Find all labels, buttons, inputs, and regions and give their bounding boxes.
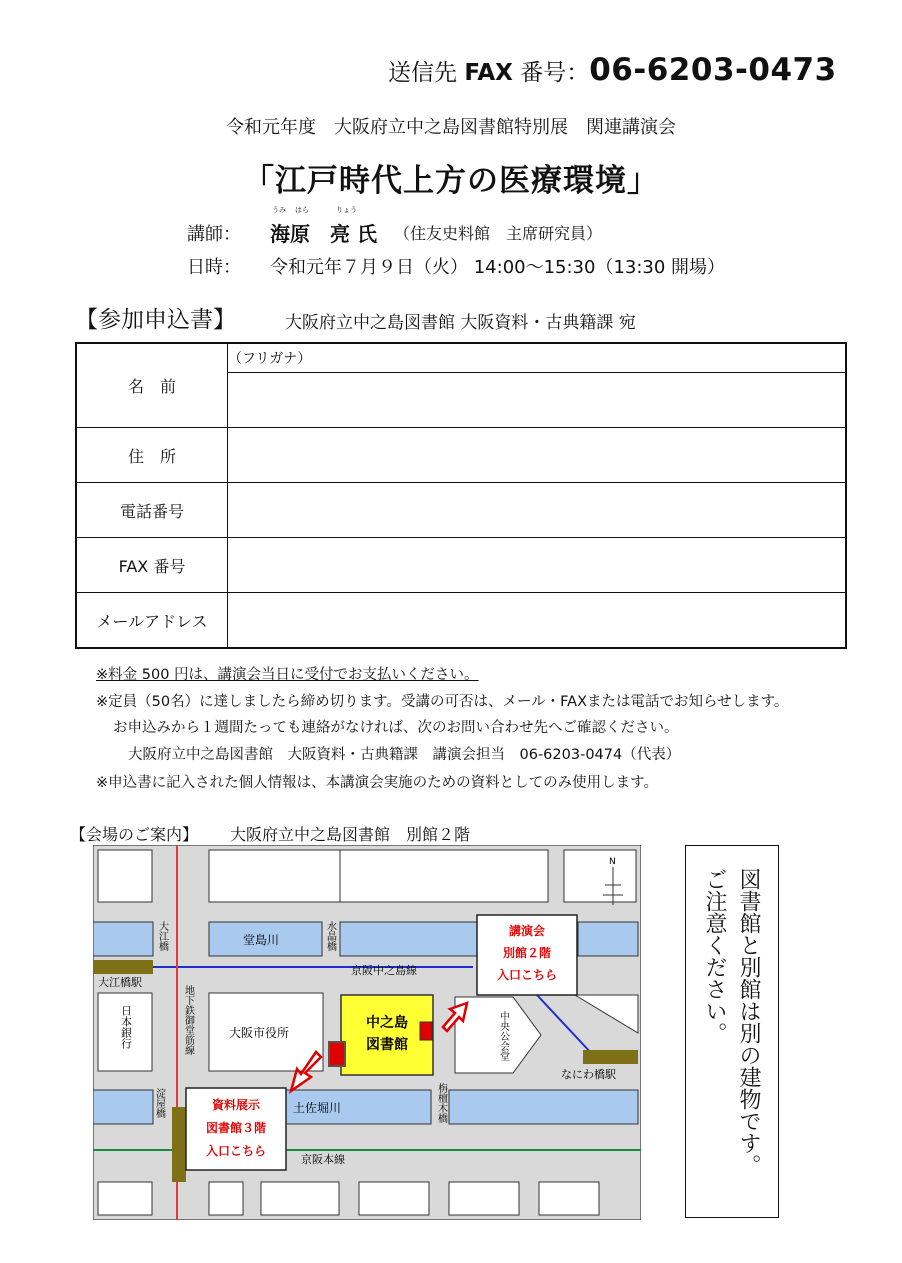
email-field[interactable] xyxy=(228,593,847,649)
naniwabashi-station-platform xyxy=(583,1050,638,1064)
label-naniwabashi-station: なにわ橋駅 xyxy=(561,1068,616,1081)
address-field[interactable] xyxy=(228,428,847,483)
label-dojima-river: 堂島川 xyxy=(243,933,280,947)
callout-exhibit-line3: 入口こちら xyxy=(205,1144,267,1158)
note-privacy: ※申込書に記入された個人情報は、本講演会実施のための資料としてのみ使用します。 xyxy=(96,775,658,791)
side-note xyxy=(685,845,779,1218)
yodoyabashi-station-platform xyxy=(172,1107,186,1182)
label-sendanki-bridge: 栴檀木橋 xyxy=(435,1083,447,1123)
note-fee: ※料金 500 円は、講演会当日に受付でお支払いください。 xyxy=(96,667,479,683)
lecturer-title: （住友史料館 主席研究員） xyxy=(394,224,603,243)
block xyxy=(209,1182,243,1215)
label-oe-bridge: 大江橋 xyxy=(156,921,168,951)
field-label-name: 名 前 xyxy=(76,343,228,428)
callout-lecture-line2: 別館２階 xyxy=(502,946,552,960)
form-address: 大阪府立中之島図書館 大阪資料・古典籍課 宛 xyxy=(285,313,636,333)
form-heading: 【参加申込書】 xyxy=(75,307,236,333)
event-subtitle: 令和元年度 大阪府立中之島図書館特別展 関連講演会 xyxy=(226,117,676,138)
block xyxy=(98,1182,152,1215)
callout-exhibit-line2: 図書館３階 xyxy=(205,1121,267,1135)
label-subway-midosuji: 地下鉄御堂筋線 xyxy=(182,985,194,1055)
lecturer-name: 海原 亮 氏 xyxy=(270,222,377,246)
annex-entrance xyxy=(420,1022,432,1040)
block xyxy=(539,1182,599,1215)
name-field[interactable] xyxy=(228,373,847,428)
label-keihan-nakanoshima: 京阪中之島線 xyxy=(351,964,417,977)
block-nakanoshima-library xyxy=(341,995,433,1075)
fax-field[interactable] xyxy=(228,538,847,593)
label-library-line2: 図書館 xyxy=(366,1037,408,1053)
field-label-phone: 電話番号 xyxy=(76,483,228,538)
library-entrance xyxy=(329,1042,345,1066)
furigana-field[interactable] xyxy=(228,343,847,373)
application-form xyxy=(75,342,847,649)
river-segment xyxy=(449,1090,638,1124)
fax-suffix: 番号： xyxy=(520,60,590,86)
label-bank-of-japan: 日本銀行 xyxy=(119,1005,133,1049)
field-label-email: メールアドレス xyxy=(76,593,228,649)
furigana-label: （フリガナ） xyxy=(228,351,312,367)
phone-field[interactable] xyxy=(228,483,847,538)
date-label: 日時： xyxy=(187,257,241,278)
date-value: 令和元年７月９日（火） 14:00～15:30（13:30 開場） xyxy=(270,257,726,278)
river-segment xyxy=(93,922,153,956)
block xyxy=(359,1182,429,1215)
label-suisho-bridge: 水晶橋 xyxy=(324,921,336,951)
fax-word: FAX xyxy=(464,60,513,86)
note-contact: 大阪府立中之島図書館 大阪資料・古典籍課 講演会担当 06-6203-0474（代表） xyxy=(128,747,681,763)
block xyxy=(340,850,548,902)
note-confirm: お申込みから１週間たっても連絡がなければ、次のお問い合わせ先へご確認ください。 xyxy=(113,720,679,736)
fax-number: 06-6203-0473 xyxy=(589,52,837,88)
label-keihan-main: 京阪本線 xyxy=(301,1153,345,1166)
label-public-hall: 中央公会堂 xyxy=(497,1011,509,1061)
label-tosabori-river: 土佐堀川 xyxy=(293,1101,342,1115)
lecturer-ruby-1: うみ xyxy=(272,206,286,214)
callout-lecture-line1: 講演会 xyxy=(508,924,546,938)
block xyxy=(98,850,152,902)
label-library-line1: 中之島 xyxy=(366,1015,408,1031)
river-segment xyxy=(340,922,480,956)
callout-lecture-line3: 入口こちら xyxy=(496,968,558,982)
venue-map xyxy=(93,845,641,1220)
block xyxy=(261,1182,339,1215)
side-note-line2: ご注意ください。 xyxy=(702,868,727,1044)
venue-place: 大阪府立中之島図書館 別館２階 xyxy=(230,825,471,844)
field-label-fax: FAX 番号 xyxy=(76,538,228,593)
fax-line xyxy=(388,52,837,88)
lecturer-ruby-3: りょう xyxy=(336,206,357,214)
block xyxy=(449,1182,519,1215)
block xyxy=(564,850,636,902)
north-label: N xyxy=(609,857,616,867)
event-title: 「江戸時代上方の医療環境」 xyxy=(243,163,659,199)
river-segment xyxy=(578,922,638,956)
venue-heading: 【会場のご案内】 xyxy=(70,825,199,844)
label-yodoyabashi: 淀屋橋 xyxy=(153,1088,165,1118)
river-segment xyxy=(93,1090,153,1124)
label-oebashi-station: 大江橋駅 xyxy=(98,976,142,989)
callout-exhibit-line1: 資料展示 xyxy=(211,1098,261,1112)
lecturer-label: 講師： xyxy=(187,224,241,245)
field-label-address: 住 所 xyxy=(76,428,228,483)
lecturer-ruby-2: はら xyxy=(295,206,309,214)
oebashi-station-platform xyxy=(93,960,153,974)
note-capacity: ※定員（50名）に達しましたら締め切ります。受講の可否は、メール・FAXまたは電話でお知らせします。 xyxy=(96,694,789,710)
label-city-hall: 大阪市役所 xyxy=(229,1026,290,1040)
side-note-line1: 図書館と別館は別の建物です。 xyxy=(736,868,761,1176)
fax-prefix: 送信先 xyxy=(388,60,457,86)
